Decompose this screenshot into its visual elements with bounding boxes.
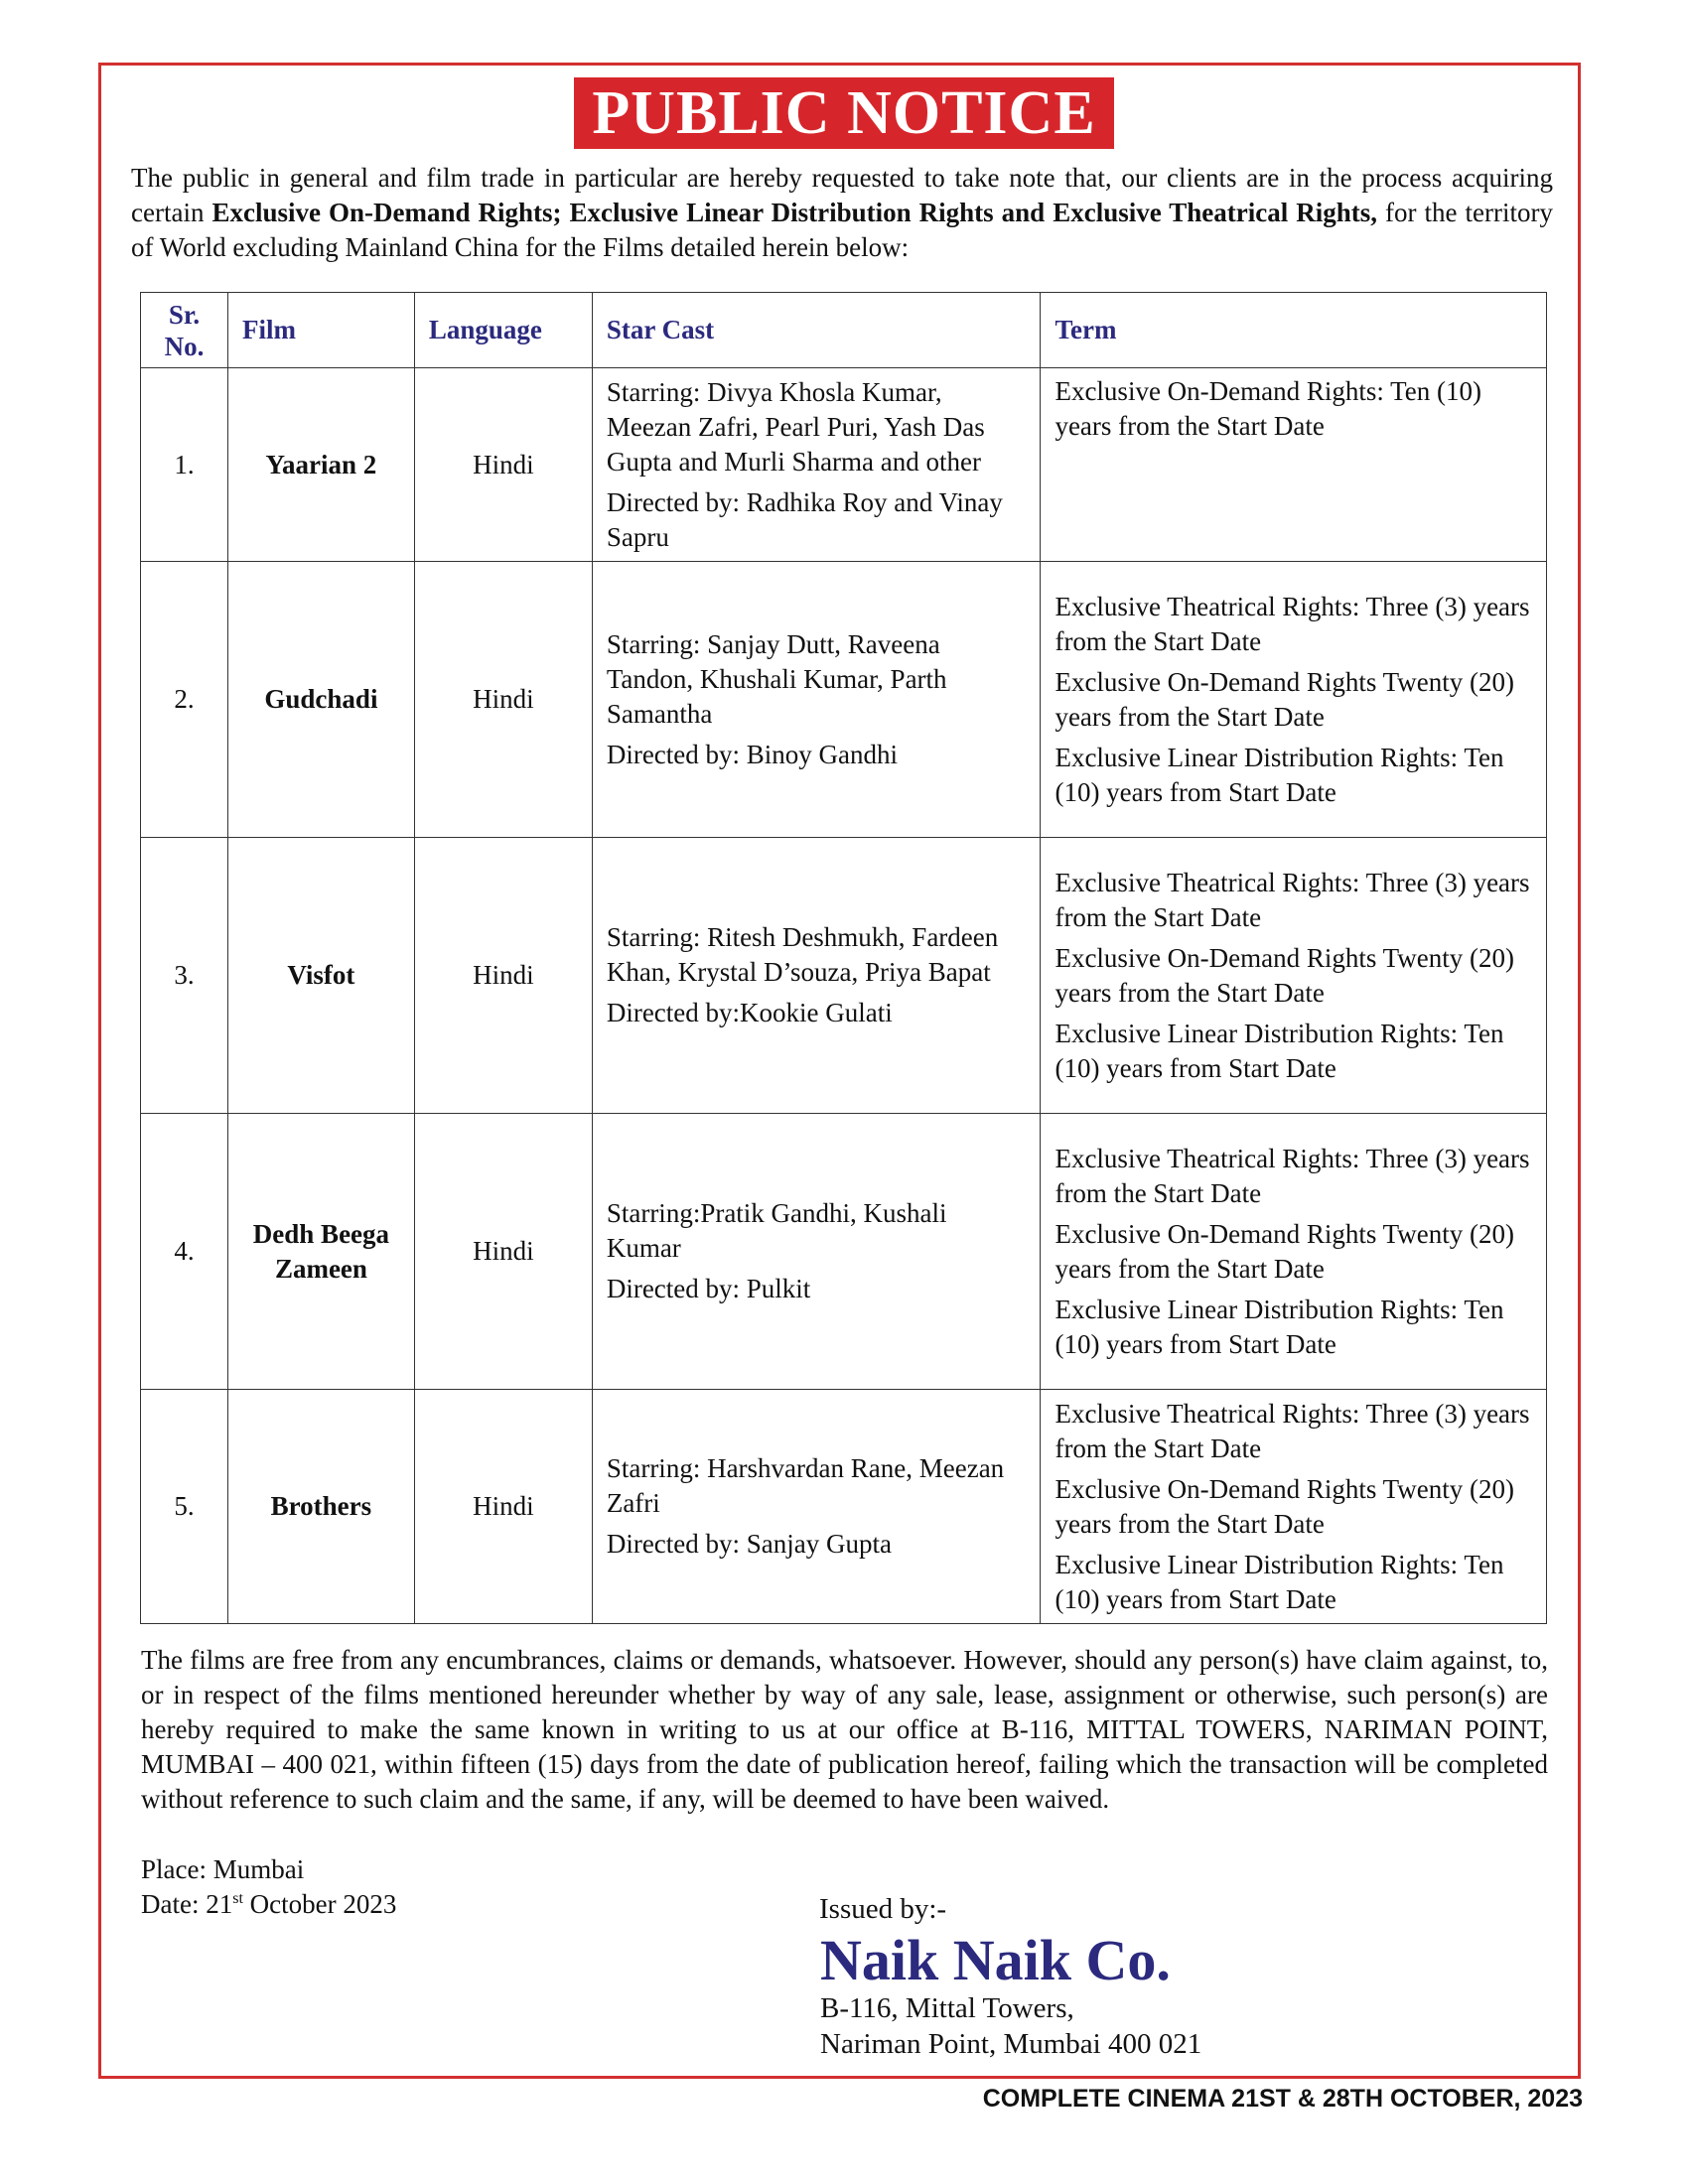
header-language: Language (414, 293, 592, 368)
date-prefix: Date: 21 (141, 1889, 233, 1919)
header-star-cast: Star Cast (592, 293, 1041, 368)
intro-rights-bold: Exclusive On-Demand Rights; Exclusive Linear Distribution Rights and Exclusive Theatrical Rights, (211, 198, 1378, 227)
issued-by-label: Issued by:- (819, 1893, 947, 1925)
star-cast-cell (592, 1390, 1041, 1624)
place-date-block (141, 1852, 396, 1922)
language-cell: Hindi (414, 838, 592, 1114)
film-title-cell: Visfot (227, 838, 414, 1114)
table-row (141, 562, 1547, 838)
date-line (141, 1887, 396, 1922)
directed-by-text: Directed by: Radhika Roy and Vinay Sapru (606, 486, 1003, 552)
sr-no-cell: 3. (141, 838, 228, 1114)
film-title-cell: Gudchadi (227, 562, 414, 838)
term-line: Exclusive Theatrical Rights: Three (3) years from the Start Date (1055, 1143, 1530, 1208)
issuer-address (820, 1990, 1201, 2062)
star-cast-cell (592, 562, 1041, 838)
term-line: Exclusive Linear Distribution Rights: Ten (10) years from Start Date (1055, 1549, 1504, 1614)
language-cell: Hindi (414, 562, 592, 838)
films-table (140, 292, 1547, 1624)
term-line: Exclusive Theatrical Rights: Three (3) years from the Start Date (1055, 867, 1530, 932)
language-cell: Hindi (414, 1114, 592, 1390)
term-cell (1041, 368, 1547, 562)
starring-text: Starring: Sanjay Dutt, Raveena Tandon, Khushali Kumar, Parth Samantha (606, 628, 947, 729)
star-cast-cell (592, 368, 1041, 562)
term-line: Exclusive On-Demand Rights Twenty (20) years from the Start Date (1055, 1473, 1514, 1539)
sr-no-cell: 4. (141, 1114, 228, 1390)
sr-no-cell: 1. (141, 368, 228, 562)
term-line: Exclusive Linear Distribution Rights: Ten (10) years from Start Date (1055, 742, 1504, 807)
term-line: Exclusive Theatrical Rights: Three (3) years from the Start Date (1055, 1398, 1530, 1463)
term-line: Exclusive Linear Distribution Rights: Ten (10) years from Start Date (1055, 1294, 1504, 1359)
directed-by-text: Directed by:Kookie Gulati (606, 998, 893, 1027)
term-line: Exclusive Linear Distribution Rights: Ten (10) years from Start Date (1055, 1018, 1504, 1083)
starring-text: Starring:Pratik Gandhi, Kushali Kumar (606, 1198, 947, 1263)
language-cell: Hindi (414, 368, 592, 562)
term-line: Exclusive On-Demand Rights Twenty (20) years from the Start Date (1055, 666, 1514, 732)
star-cast-cell (592, 838, 1041, 1114)
starring-text: Starring: Harshvardan Rane, Meezan Zafri (606, 1453, 1005, 1518)
issuer-firm-name: Naik Naik Co. (820, 1928, 1171, 1992)
sr-no-cell: 5. (141, 1390, 228, 1624)
directed-by-text: Directed by: Binoy Gandhi (606, 739, 899, 769)
film-title-cell: Dedh Beega Zameen (227, 1114, 414, 1390)
table-row (141, 1390, 1547, 1624)
directed-by-text: Directed by: Pulkit (606, 1274, 811, 1303)
date-suffix-sup: st (232, 1890, 243, 1907)
term-line: Exclusive Theatrical Rights: Three (3) years from the Start Date (1055, 591, 1530, 656)
header-sr-no: Sr. No. (141, 293, 228, 368)
address-line-1: B-116, Mittal Towers, (820, 1992, 1074, 2024)
date-month-year: October 2023 (242, 1889, 397, 1919)
intro-territory-text: for the territory of World excluding Mainland China for the Films detailed herein below: (131, 198, 1553, 262)
film-title-cell: Yaarian 2 (227, 368, 414, 562)
term-line: Exclusive On-Demand Rights Twenty (20) years from the Start Date (1055, 942, 1514, 1008)
term-cell (1041, 1390, 1547, 1624)
intro-paragraph (131, 161, 1553, 265)
term-cell (1041, 1114, 1547, 1390)
address-line-2: Nariman Point, Mumbai 400 021 (820, 2028, 1202, 2060)
intro-text: The public in general and film trade in particular are hereby requested to take note that, our clients are in the process acquiring certain (131, 163, 1553, 227)
starring-text: Starring: Divya Khosla Kumar, Meezan Zafri, Pearl Puri, Yash Das Gupta and Murli Sharma and other (606, 376, 985, 477)
term-cell (1041, 838, 1547, 1114)
header-term: Term (1041, 293, 1547, 368)
table-row (141, 368, 1547, 562)
header-film: Film (227, 293, 414, 368)
term-line: Exclusive On-Demand Rights Twenty (20) years from the Start Date (1055, 1218, 1514, 1284)
notice-title: PUBLIC NOTICE (574, 77, 1113, 149)
term-cell (1041, 562, 1547, 838)
film-title-cell: Brothers (227, 1390, 414, 1624)
language-cell: Hindi (414, 1390, 592, 1624)
term-line: Exclusive On-Demand Rights: Ten (10) years from the Start Date (1055, 376, 1481, 441)
directed-by-text: Directed by: Sanjay Gupta (606, 1529, 892, 1559)
table-row (141, 838, 1547, 1114)
star-cast-cell (592, 1114, 1041, 1390)
sr-no-cell: 2. (141, 562, 228, 838)
place-line: Place: Mumbai (141, 1854, 305, 1884)
publication-footer: COMPLETE CINEMA 21ST & 28TH OCTOBER, 2023 (982, 2085, 1583, 2113)
table-row (141, 1114, 1547, 1390)
starring-text: Starring: Ritesh Deshmukh, Fardeen Khan, Krystal D’souza, Priya Bapat (606, 922, 999, 987)
table-header-row (141, 293, 1547, 368)
closing-paragraph: The films are free from any encumbrances, claims or demands, whatsoever. However, should any person(s) have claim against, to, or in respect of the films mentioned hereunder whether by way of any sale, lease, assignment or otherwise, such person(s) are hereby required to make the same known in writing to us at our office at B-116, MITTAL TOWERS, NARIMAN POINT, MUMBAI – 400 021, within fifteen (15) days from the date of publication hereof, failing which the transaction will be completed without reference to such claim and the same, if any, will be deemed to have been waived. (141, 1645, 1548, 1814)
